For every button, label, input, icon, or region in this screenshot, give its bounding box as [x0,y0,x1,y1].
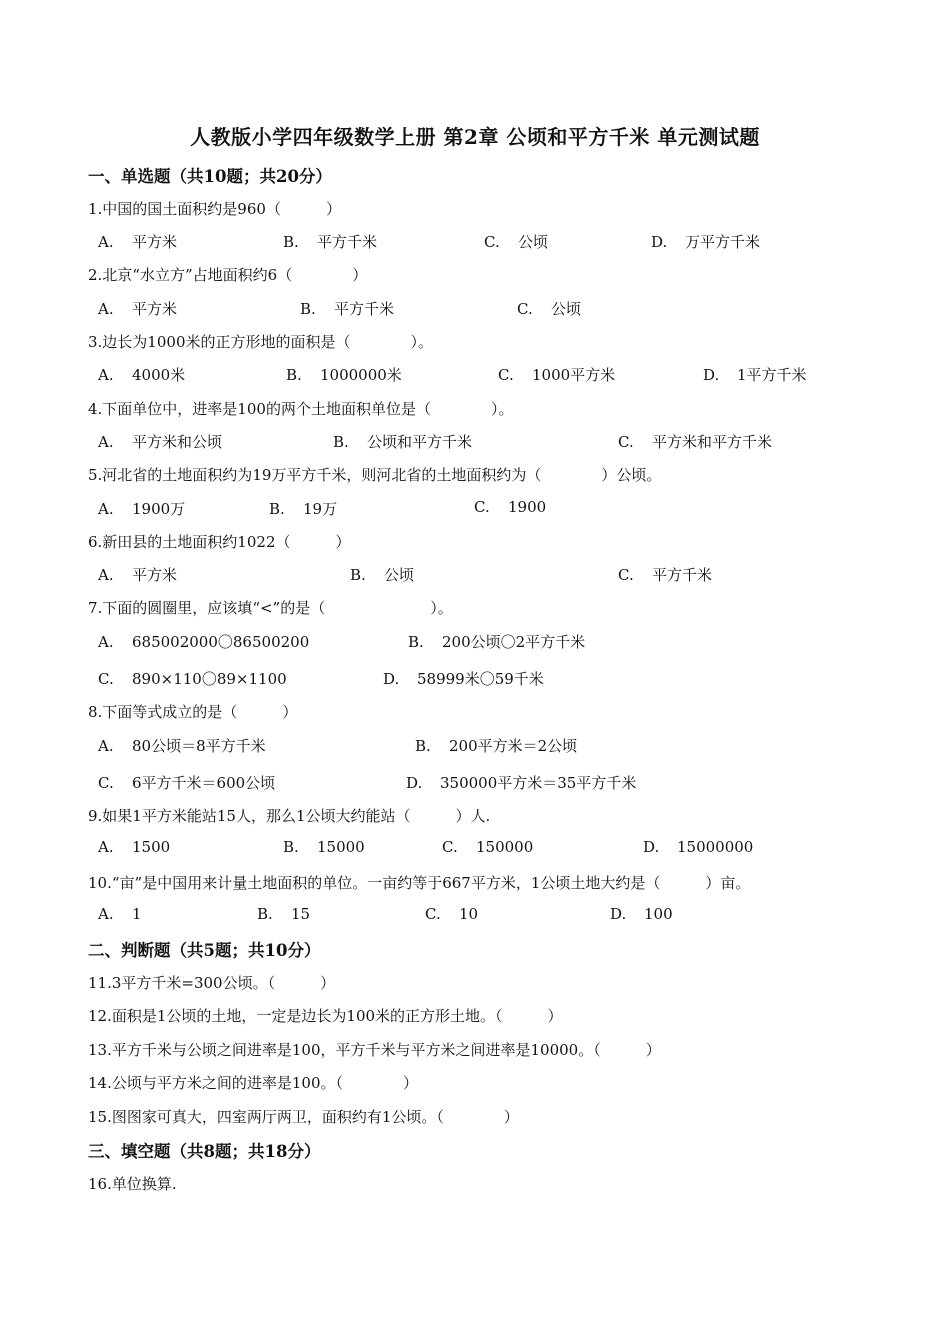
option-b: B. 平方千米 [283,233,378,251]
option-a: A. 1500 [98,838,171,856]
question-11: 11.3平方千米=300公顷。（ ） [88,974,336,992]
option-a: A. 4000米 [98,366,186,384]
option-a: A. 1900万 [98,500,186,518]
option-b: B. 200公顷〇2平方千米 [408,633,586,651]
option-b: B. 200平方米＝2公顷 [415,737,578,755]
option-c: C. 10 [425,905,479,923]
option-b: B. 平方千米 [300,300,395,318]
option-b: B. 公顷和平方千米 [333,433,473,451]
question-6: 6.新田县的土地面积约1022（ ） [88,533,351,551]
option-a: A. 685002000〇86500200 [98,633,310,651]
option-a: A. 平方米 [98,566,178,584]
section-heading-single-choice: 一、单选题（共10题；共20分） [88,167,332,186]
option-c: C. 890×110〇89×1100 [98,670,287,688]
option-c: C. 平方米和平方千米 [618,433,773,451]
option-b: B. 公顷 [350,566,415,584]
option-d: D. 1平方千米 [703,366,807,384]
option-d: D. 100 [610,905,673,923]
option-d: D. 15000000 [643,838,754,856]
option-c: C. 公顷 [517,300,582,318]
option-a: A. 1 [98,905,142,923]
question-1: 1.中国的国土面积约是960（ ） [88,200,341,218]
document-title: 人教版小学四年级数学上册 第2章 公顷和平方千米 单元测试题 [190,125,760,149]
question-5: 5.河北省的土地面积约为19万平方千米，则河北省的土地面积约为（ ）公顷。 [88,466,662,484]
option-a: A. 平方米 [98,233,178,251]
question-14: 14.公顷与平方米之间的进率是100。（ ） [88,1074,418,1092]
option-a: A. 平方米和公顷 [98,433,223,451]
option-c: C. 1000平方米 [498,366,616,384]
question-12: 12.面积是1公顷的土地，一定是边长为100米的正方形土地。（ ） [88,1007,563,1025]
question-10: 10.“亩”是中国用来计量土地面积的单位。一亩约等于667平方米，1公顷土地大约是（ ）亩。 [88,874,751,892]
question-13: 13.平方千米与公顷之间进率是100，平方千米与平方米之间进率是10000。（ ） [88,1041,661,1059]
section-heading-fill-blank: 三、填空题（共8题；共18分） [88,1142,321,1161]
option-d: D. 350000平方米＝35平方千米 [406,774,637,792]
option-c: C. 1900 [474,498,547,516]
option-c: C. 公顷 [484,233,549,251]
option-a: A. 平方米 [98,300,178,318]
question-2: 2.北京“水立方”占地面积约6（ ） [88,266,368,284]
question-7: 7.下面的圆圈里，应该填“<”的是（ ）。 [88,599,453,617]
option-d: D. 58999米〇59千米 [383,670,544,688]
option-b: B. 15 [257,905,311,923]
option-c: C. 150000 [442,838,534,856]
option-b: B. 19万 [269,500,338,518]
option-c: C. 平方千米 [618,566,713,584]
question-8: 8.下面等式成立的是（ ） [88,703,298,721]
question-16: 16.单位换算. [88,1175,177,1193]
question-4: 4.下面单位中，进率是100的两个土地面积单位是（ ）。 [88,400,514,418]
option-c: C. 6平方千米＝600公顷 [98,774,276,792]
option-b: B. 1000000米 [286,366,402,384]
option-d: D. 万平方千米 [651,233,761,251]
question-3: 3.边长为1000米的正方形地的面积是（ ）。 [88,333,433,351]
question-9: 9.如果1平方米能站15人，那么1公顷大约能站（ ）人. [88,807,491,825]
option-a: A. 80公顷＝8平方千米 [98,737,266,755]
section-heading-true-false: 二、判断题（共5题；共10分） [88,941,321,960]
question-15: 15.图图家可真大，四室两厅两卫，面积约有1公顷。（ ） [88,1108,519,1126]
option-b: B. 15000 [283,838,365,856]
